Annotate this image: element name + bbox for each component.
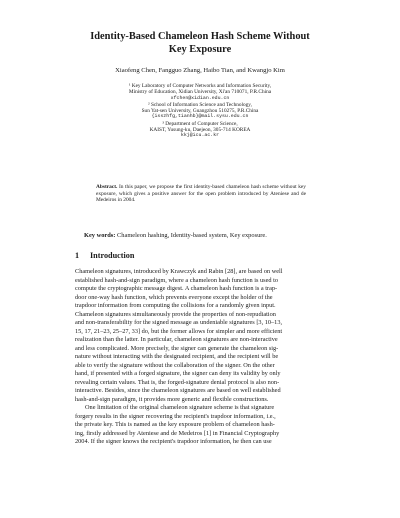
body-line: compute the cryptographic message digest. A chameleon hash function is a trap- <box>75 285 278 292</box>
email-address: {isszhfg,tianhb}@mail.sysu.edu.cn <box>151 114 249 120</box>
section-title: Introduction <box>90 251 135 260</box>
email-address: xfchen@xidian.edu.cn <box>170 95 230 101</box>
body-line: One limitation of the original chameleon signature scheme is that signature <box>85 404 275 411</box>
affiliation-line: Sun Yat-sen University, Guangzhou 510275, P.R.China <box>141 108 259 115</box>
body-line: ing, firstly addressed by Ateniese and de Medeiros [1] in Financial Cryptography <box>75 429 280 437</box>
abstract <box>96 184 306 204</box>
body-line: door one-way hash function, which prevents everyone except the holder of the <box>75 293 273 301</box>
affiliation-line: ¹ Key Laboratory of Computer Networks and Information Security, <box>128 83 272 89</box>
body-line: nature without interacting with the designated recipient, and the recipient will be <box>75 353 279 360</box>
title-line: Identity-Based Chameleon Hash Scheme Without <box>90 31 310 42</box>
keywords-text: Chameleon hashing, Identity-based system, Key exposure. <box>117 232 267 239</box>
keywords <box>84 232 324 240</box>
affiliation-line: Ministry of Education, Xidian University, Xi'an 710071, P.R.China <box>128 89 272 96</box>
body-line: hand, if presented with a forged signature, the signer can deny its validity by only <box>75 370 281 377</box>
body-line: realization than the latter. In particular, chameleon signatures are non-interactive <box>75 336 278 343</box>
affiliation-line: ³ Department of Computer Science, <box>162 120 238 127</box>
email-address: kkj@icu.ac.kr <box>180 133 220 139</box>
body-line: trapdoor information from computing the collisions for a randomly given input. <box>75 302 276 309</box>
body-line: Chameleon signatures, introduced by Krawczyk and Rabin [28], are based on well <box>75 268 283 275</box>
body-line: established hash-and-sign paradigm, where a chameleon hash function is used to <box>75 276 279 284</box>
title-line: Key Exposure <box>168 44 232 55</box>
abstract-label: Abstract. <box>96 184 118 190</box>
body-line: able to verify the signature without the collaboration of the signer. On the other <box>75 361 275 369</box>
body-line: Chameleon signatures simultaneously provide the properties of non-repudiation <box>75 310 276 318</box>
body-line: and non-transferability for the signed message as undeniable signatures [3, 10–13, <box>75 319 283 326</box>
keywords-label: Key words: <box>84 232 116 239</box>
affiliations <box>40 83 360 140</box>
abstract-text: In this paper, we propose the first identity-based chameleon hash scheme without key exposure, which gives a positive answer for the open problem introduced by Ateniese and de Medeiros in 2004. <box>96 184 306 204</box>
affiliation-line: KAIST, Yusung-ku, Daejeon, 305-714 KOREA <box>149 127 251 134</box>
body-line: the private key. This is named as the key exposure problem of chameleon hash- <box>75 421 275 428</box>
section-number: 1 <box>75 251 80 260</box>
body-line: 2004. If the signer knows the recipient's trapdoor information, he then can use <box>75 438 272 445</box>
body-line: hash-and-sign paradigm, it provides more generic and flexible constructions. <box>75 395 269 403</box>
body-line: 15, 17, 21–23, 25–27, 33] do, but the former allows for simpler and more efficient <box>75 327 283 335</box>
body-line: and less complicated. More precisely, the signer can generate the chameleon sig- <box>75 344 279 352</box>
paper-title <box>40 30 360 56</box>
body-line: revealing certain values. That is, the forged-signature denial protocol is also non- <box>75 378 280 386</box>
section-heading <box>75 251 134 261</box>
body-line: interactive. Besides, since the chameleon signatures are based on well established <box>75 387 281 394</box>
body-line: forgery results in the signer recovering the recipient's trapdoor information, i.e., <box>75 412 276 420</box>
affiliation-line: ² School of Information Science and Technology, <box>148 101 252 108</box>
author-list: Xiaofeng Chen, Fangguo Zhang, Haibo Tian, and Kwangjo Kim <box>115 67 285 74</box>
body-text <box>75 268 325 447</box>
